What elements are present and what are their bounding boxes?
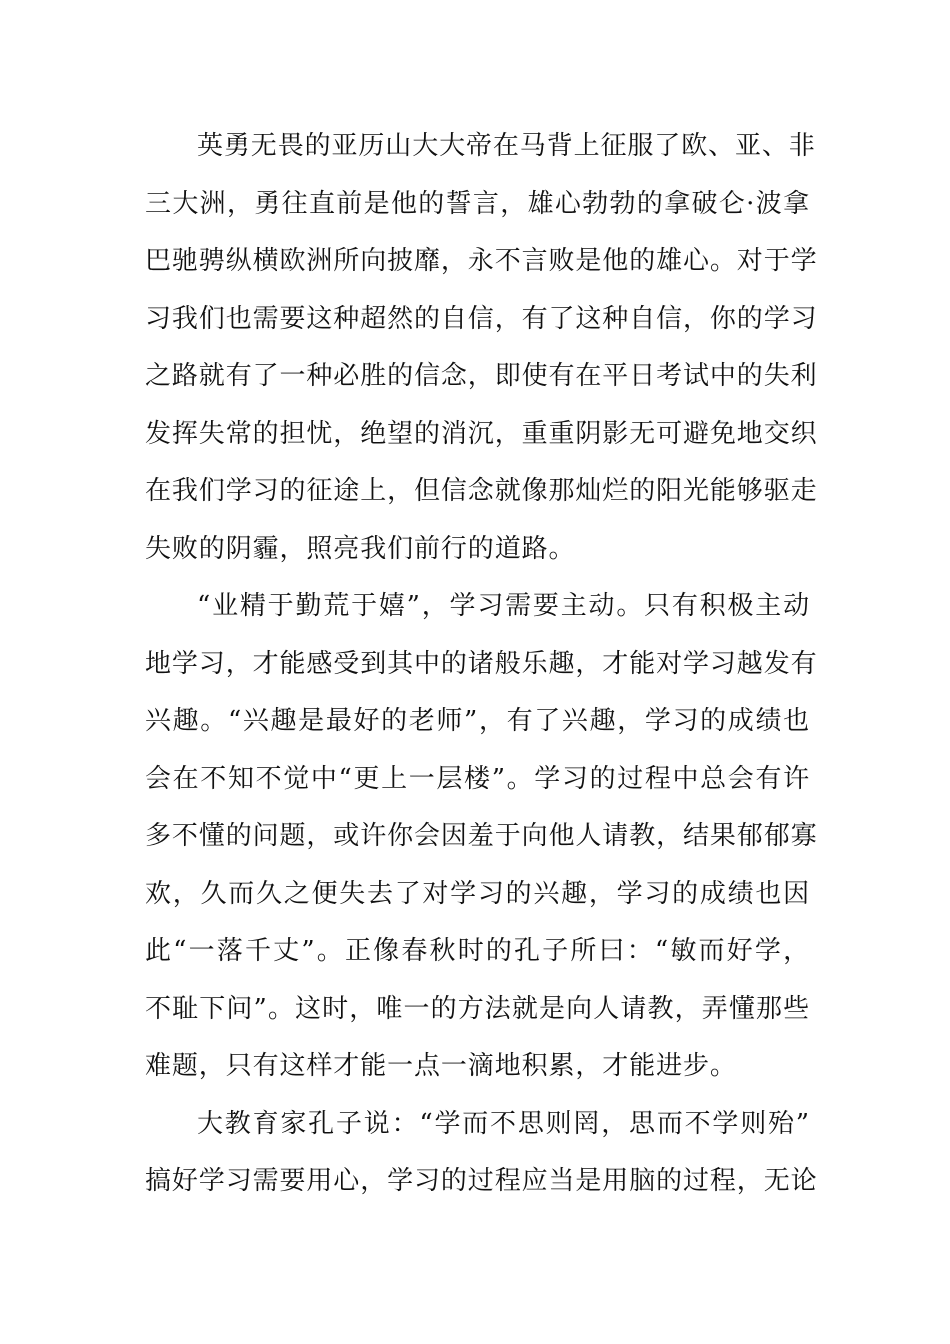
text-line: 习我们也需要这种超然的自信，有了这种自信，你的学习 <box>145 303 818 334</box>
text-line: 大教育家孔子说：“学而不思则罔，思而不学则殆” <box>197 1108 810 1139</box>
text-line: 三大洲，勇往直前是他的誓言，雄心勃勃的拿破仑·波拿 <box>145 188 810 219</box>
paragraph-3 <box>145 1096 818 1211</box>
paragraph-1 <box>145 118 818 578</box>
text-line: 地学习，才能感受到其中的诸般乐趣，才能对学习越发有 <box>145 648 818 679</box>
text-line: 兴趣。“兴趣是最好的老师”，有了兴趣，学习的成绩也 <box>145 706 810 736</box>
text-line: 多不懂的问题，或许你会因羞于向他人请教，结果郁郁寡 <box>145 821 818 851</box>
text-line: 巴驰骋纵横欧洲所向披靡，永不言败是他的雄心。对于学 <box>145 246 818 276</box>
text-line: 发挥失常的担忧，绝望的消沉，重重阴影无可避免地交织 <box>145 418 818 449</box>
text-line: “业精于勤荒于嬉”，学习需要主动。只有积极主动 <box>197 591 810 621</box>
text-line: 会在不知不觉中“更上一层楼”。学习的过程中总会有许 <box>145 763 810 794</box>
text-line: 失败的阴霾，照亮我们前行的道路。 <box>145 533 576 564</box>
text-line: 难题，只有这样才能一点一滴地积累，才能进步。 <box>145 1051 737 1081</box>
text-line: 之路就有了一种必胜的信念，即使有在平日考试中的失利 <box>145 361 818 391</box>
text-line: 在我们学习的征途上，但信念就像那灿烂的阳光能够驱走 <box>145 476 818 506</box>
text-line: 欢，久而久之便失去了对学习的兴趣，学习的成绩也因 <box>145 878 810 909</box>
paragraph-2 <box>145 578 818 1096</box>
text-line: 搞好学习需要用心，学习的过程应当是用脑的过程，无论 <box>145 1166 818 1196</box>
body-text <box>145 118 818 1211</box>
text-line: 此“一落千丈”。正像春秋时的孔子所曰：“敏而好学， <box>145 936 810 966</box>
text-line: 英勇无畏的亚历山大大帝在马背上征服了欧、亚、非 <box>197 131 816 161</box>
text-line: 不耻下问”。这时，唯一的方法就是向人请教，弄懂那些 <box>145 993 810 1024</box>
